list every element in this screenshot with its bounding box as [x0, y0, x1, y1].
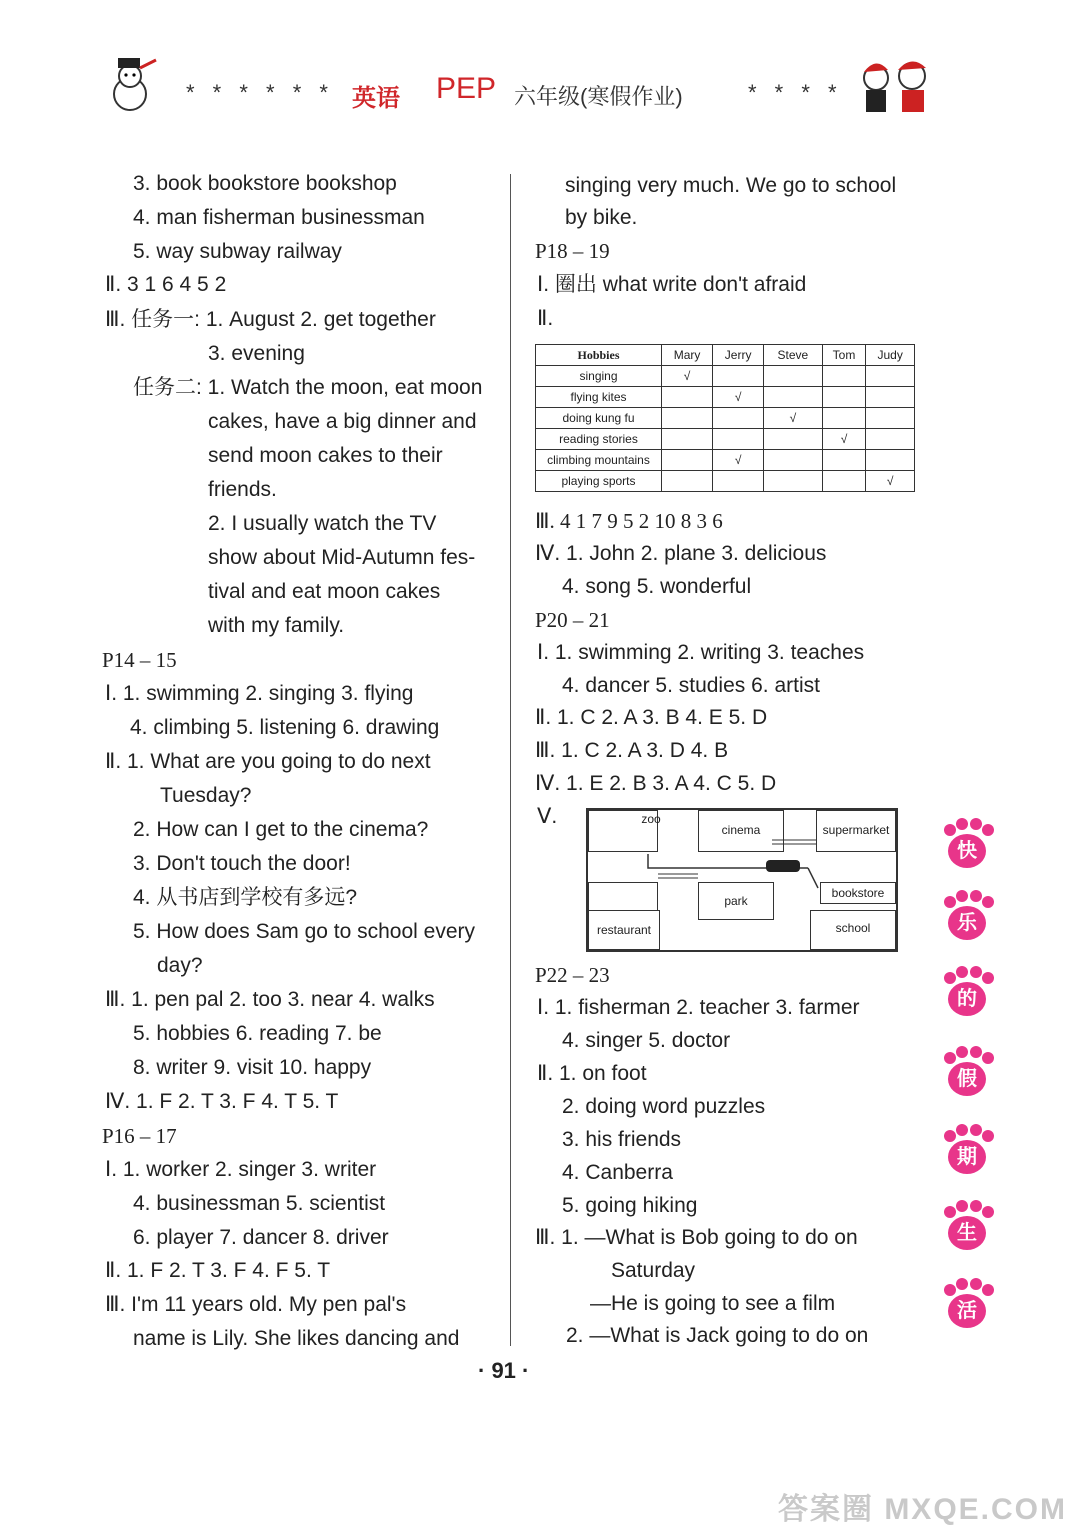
paw-character: 乐: [948, 906, 986, 940]
paw-toe: [970, 890, 982, 902]
subject-label: 英语: [352, 85, 400, 112]
answer-line: 8. writer 9. visit 10. happy: [133, 1056, 372, 1079]
paw-character: 生: [948, 1216, 986, 1250]
answer-line: 4. singer 5. doctor: [562, 1029, 731, 1052]
paw-toe: [944, 824, 956, 836]
checkmark-cell: [713, 429, 764, 450]
answer-line: 3. his friends: [562, 1128, 682, 1151]
map-restaurant: restaurant: [588, 910, 660, 950]
answer-line: with my family.: [208, 614, 345, 637]
answer-line: Ⅴ.: [537, 805, 558, 828]
edition-label: PEP: [436, 72, 497, 105]
table-header-cell: Jerry: [713, 345, 764, 366]
paw-toe: [956, 1046, 968, 1058]
checkmark-cell: [662, 408, 713, 429]
answer-line: 2. How can I get to the cinema?: [133, 818, 429, 841]
table-row: [536, 471, 915, 492]
checkmark-cell: [713, 408, 764, 429]
header-stars-right: * * * *: [748, 80, 843, 105]
checkmark-cell: [822, 387, 866, 408]
section-heading: P22 – 23: [535, 963, 610, 987]
checkmark-cell: [866, 366, 915, 387]
checkmark-cell: [764, 366, 822, 387]
paw-toe: [970, 1278, 982, 1290]
page-number: · 91 ·: [478, 1358, 530, 1383]
paw-toe: [944, 1052, 956, 1064]
kids-icon: [852, 56, 942, 118]
answer-line: 4. dancer 5. studies 6. artist: [562, 674, 820, 697]
answer-line: Ⅳ. 1. E 2. B 3. A 4. C 5. D: [535, 772, 777, 795]
checkmark-cell: [764, 471, 822, 492]
answer-line: Ⅱ. 3 1 6 4 5 2: [105, 273, 227, 296]
map-supermarket: supermarket: [816, 810, 896, 852]
answer-line: show about Mid-Autumn fes-: [208, 546, 476, 569]
paw-toe: [982, 896, 994, 908]
hobbies-table: [535, 344, 915, 492]
answer-line: 4. climbing 5. listening 6. drawing: [130, 716, 440, 739]
paw-toe: [982, 972, 994, 984]
grade-label: 六年级(寒假作业): [514, 84, 683, 109]
checkmark-cell: √: [662, 366, 713, 387]
paw-toe: [982, 824, 994, 836]
checkmark-cell: [662, 471, 713, 492]
checkmark-cell: [764, 429, 822, 450]
checkmark-cell: [866, 408, 915, 429]
checkmark-cell: [713, 366, 764, 387]
map-zoo: zoo: [641, 812, 661, 826]
answer-line: singing very much. We go to school: [565, 174, 897, 197]
table-row: [536, 429, 915, 450]
table-header-cell: Mary: [662, 345, 713, 366]
column-divider: [510, 174, 511, 1346]
answer-line: Saturday: [611, 1259, 696, 1282]
answer-line: 2. doing word puzzles: [562, 1095, 766, 1118]
header-stars-left: * * * * * *: [186, 80, 334, 105]
answer-line: 4. man fisherman businessman: [133, 206, 425, 229]
answer-line: Ⅱ. 1. What are you going to do next: [105, 750, 431, 773]
paw-character: 快: [948, 834, 986, 868]
page-header: [0, 62, 1077, 132]
checkmark-cell: [713, 471, 764, 492]
paw-character: 活: [948, 1294, 986, 1328]
paw-icon: [940, 966, 996, 1022]
answer-line: Ⅳ. 1. John 2. plane 3. delicious: [535, 542, 827, 565]
answer-line: 2. —What is Jack going to do on: [566, 1324, 869, 1347]
paw-toe: [956, 1278, 968, 1290]
checkmark-cell: [822, 450, 866, 471]
paw-toe: [944, 1130, 956, 1142]
paw-character: 假: [948, 1062, 986, 1096]
answer-line: Ⅲ. 1. —What is Bob going to do on: [535, 1226, 858, 1249]
answer-line: name is Lily. She likes dancing and: [133, 1327, 460, 1350]
answer-line: 5. way subway railway: [133, 240, 342, 263]
answer-line: Ⅲ. 任务一: 1. August 2. get together: [105, 308, 436, 331]
answer-line: 5. going hiking: [562, 1194, 698, 1217]
hobby-label-cell: playing sports: [536, 471, 662, 492]
answer-line: send moon cakes to their: [208, 444, 443, 467]
checkmark-cell: [822, 408, 866, 429]
paw-character: 的: [948, 982, 986, 1016]
table-row: [536, 408, 915, 429]
paw-icon: [940, 1046, 996, 1102]
checkmark-cell: [822, 366, 866, 387]
answer-line: 4. Canberra: [562, 1161, 673, 1184]
section-heading: P18 – 19: [535, 239, 610, 263]
table-header-row: [536, 345, 915, 366]
paw-character: 期: [948, 1140, 986, 1174]
answer-line: 3. evening: [208, 342, 305, 365]
paw-icon: [940, 1278, 996, 1334]
paw-toe: [970, 1124, 982, 1136]
table-header-cell: Tom: [822, 345, 866, 366]
table-header-cell: Hobbies: [536, 345, 662, 366]
map-park: park: [698, 882, 774, 920]
section-heading: P16 – 17: [102, 1124, 177, 1148]
answer-line: 4. song 5. wonderful: [562, 575, 752, 598]
answer-line: —He is going to see a film: [590, 1292, 836, 1315]
paw-icon: [940, 890, 996, 946]
checkmark-cell: √: [713, 450, 764, 471]
answer-line: Ⅰ. 1. swimming 2. singing 3. flying: [105, 682, 414, 705]
answer-line: Ⅰ. 圈出 what write don't afraid: [537, 273, 807, 296]
table-row: [536, 366, 915, 387]
paw-toe: [956, 890, 968, 902]
answer-line: day?: [157, 954, 203, 977]
answer-line: Ⅱ.: [537, 307, 554, 330]
answer-line: 任务二: 1. Watch the moon, eat moon: [133, 376, 483, 399]
paw-toe: [944, 1206, 956, 1218]
answer-line: Ⅳ. 1. F 2. T 3. F 4. T 5. T: [105, 1090, 339, 1113]
checkmark-cell: [822, 471, 866, 492]
paw-icon: [940, 818, 996, 874]
checkmark-cell: [866, 450, 915, 471]
map-cinema: cinema: [698, 810, 784, 852]
paw-toe: [956, 818, 968, 830]
checkmark-cell: √: [713, 387, 764, 408]
checkmark-cell: [866, 387, 915, 408]
answer-line: Ⅱ. 1. F 2. T 3. F 4. F 5. T: [105, 1259, 331, 1282]
answer-line: by bike.: [565, 206, 638, 229]
answer-line: Ⅰ. 1. swimming 2. writing 3. teaches: [537, 641, 865, 664]
answer-line: Ⅲ. 1. C 2. A 3. D 4. B: [535, 739, 729, 762]
paw-icon: [940, 1200, 996, 1256]
checkmark-cell: √: [764, 408, 822, 429]
paw-toe: [944, 972, 956, 984]
paw-toe: [970, 1200, 982, 1212]
paw-toe: [944, 896, 956, 908]
watermark: 答案圈 MXQE.COM: [777, 1493, 1067, 1526]
checkmark-cell: √: [866, 471, 915, 492]
paw-toe: [944, 1284, 956, 1296]
paw-toe: [956, 966, 968, 978]
answer-line: Ⅲ. 4 1 7 9 5 2 10 8 3 6: [535, 509, 723, 533]
paw-toe: [970, 818, 982, 830]
checkmark-cell: √: [822, 429, 866, 450]
hobby-label-cell: climbing mountains: [536, 450, 662, 471]
answer-line: Ⅲ. I'm 11 years old. My pen pal's: [105, 1293, 407, 1316]
map-school: school: [810, 910, 896, 950]
answer-line: 4. 从书店到学校有多远?: [133, 886, 358, 909]
paw-toe: [970, 1046, 982, 1058]
table-header-cell: Judy: [866, 345, 915, 366]
table-header-cell: Steve: [764, 345, 822, 366]
paw-toe: [956, 1124, 968, 1136]
hobby-label-cell: singing: [536, 366, 662, 387]
answer-line: Ⅲ. 1. pen pal 2. too 3. near 4. walks: [105, 988, 435, 1011]
map-bookstore: bookstore: [820, 882, 896, 904]
checkmark-cell: [764, 387, 822, 408]
paw-toe: [982, 1206, 994, 1218]
section-heading: P20 – 21: [535, 608, 610, 632]
answer-line: Ⅰ. 1. worker 2. singer 3. writer: [105, 1158, 377, 1181]
checkmark-cell: [662, 429, 713, 450]
answer-line: Ⅱ. 1. on foot: [537, 1062, 647, 1085]
checkmark-cell: [662, 387, 713, 408]
paw-toe: [982, 1130, 994, 1142]
checkmark-cell: [866, 429, 915, 450]
answer-line: 4. businessman 5. scientist: [133, 1192, 386, 1215]
checkmark-cell: [764, 450, 822, 471]
snowman-icon: [100, 56, 164, 112]
section-heading: P14 – 15: [102, 648, 177, 672]
table-row: [536, 387, 915, 408]
answer-line: 5. hobbies 6. reading 7. be: [133, 1022, 382, 1045]
answer-line: cakes, have a big dinner and: [208, 410, 477, 433]
checkmark-cell: [662, 450, 713, 471]
hobby-label-cell: flying kites: [536, 387, 662, 408]
paw-toe: [982, 1284, 994, 1296]
route-arrows-icon: [588, 810, 896, 950]
paw-toe: [982, 1052, 994, 1064]
hobby-label-cell: doing kung fu: [536, 408, 662, 429]
paw-toe: [956, 1200, 968, 1212]
answer-line: 3. book bookstore bookshop: [133, 172, 397, 195]
answer-line: 3. Don't touch the door!: [133, 852, 351, 875]
answer-line: Ⅱ. 1. C 2. A 3. B 4. E 5. D: [535, 706, 768, 729]
answer-line: tival and eat moon cakes: [208, 580, 441, 603]
answer-line: Tuesday?: [160, 784, 252, 807]
answer-line: 5. How does Sam go to school every: [133, 920, 476, 943]
answer-line: 2. I usually watch the TV: [208, 512, 437, 535]
answer-line: 6. player 7. dancer 8. driver: [133, 1226, 389, 1249]
hobby-label-cell: reading stories: [536, 429, 662, 450]
answer-line: Ⅰ. 1. fisherman 2. teacher 3. farmer: [537, 996, 860, 1019]
route-map: [586, 808, 898, 952]
paw-toe: [970, 966, 982, 978]
table-row: [536, 450, 915, 471]
answer-line: friends.: [208, 478, 277, 501]
paw-icon: [940, 1124, 996, 1180]
